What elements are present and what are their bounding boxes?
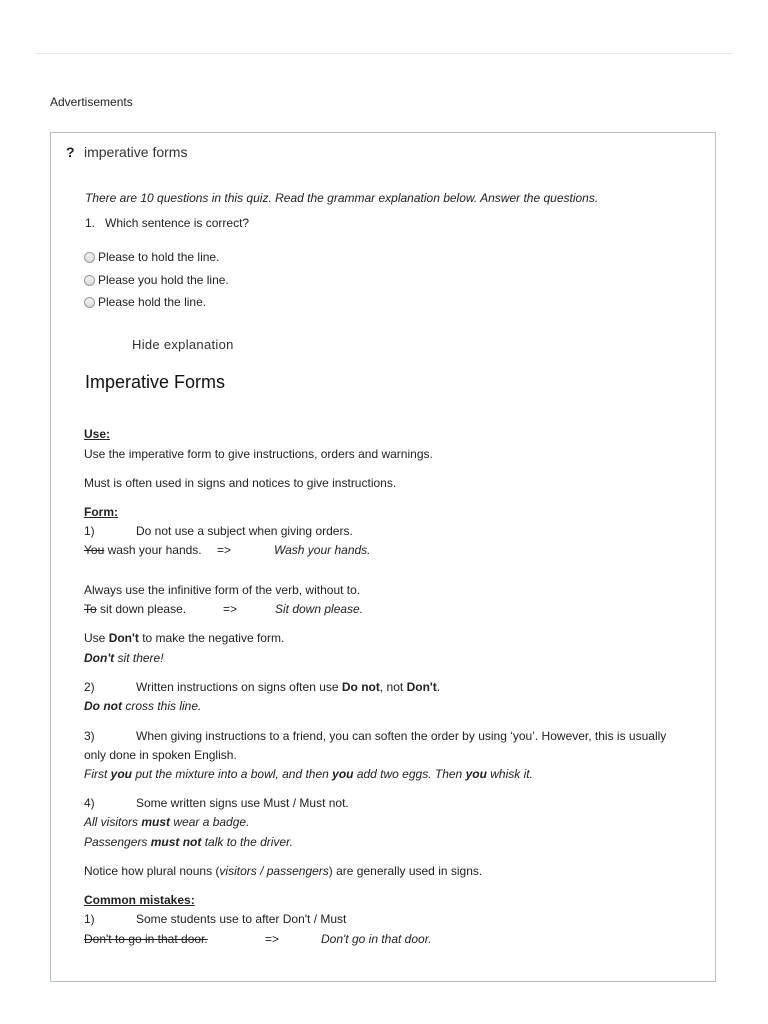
negative-form-text: Use Don't to make the negative form. xyxy=(84,631,285,645)
form-1-number: 1) xyxy=(84,524,95,538)
notice-text: Notice how plural nouns (visitors / passengers) are generally used in signs. xyxy=(84,864,483,878)
explanation-title: Imperative Forms xyxy=(85,372,226,392)
use-line-2: Must is often used in signs and notices to give instructions. xyxy=(84,476,397,490)
form-4-text: Some written signs use Must / Must not. xyxy=(136,796,349,810)
mistake-1-text: Some students use to after Don't / Must xyxy=(136,912,347,926)
radio-button[interactable] xyxy=(84,297,95,308)
form-4-number: 4) xyxy=(84,796,95,810)
form-3-line-1: When giving instructions to a friend, you can soften the order by using ‘you’. However, this is usually xyxy=(136,729,667,743)
question-text: Which sentence is correct? xyxy=(105,216,250,230)
quiz-title: imperative forms xyxy=(84,144,188,160)
infinitive-text: Always use the infinitive form of the verb, without to. xyxy=(84,583,361,597)
arrow: => xyxy=(217,543,232,557)
answer-option-3[interactable] xyxy=(84,295,206,309)
form-1-text: Do not use a subject when giving orders. xyxy=(136,524,353,538)
answer-label: Please hold the line. xyxy=(98,295,207,309)
question-number: 1. xyxy=(85,216,96,230)
infinitive-example xyxy=(84,602,186,616)
mistake-1-number: 1) xyxy=(84,912,95,926)
use-line-1: Use the imperative form to give instructions, orders and warnings. xyxy=(84,447,433,461)
negative-example: Don't sit there! xyxy=(84,651,164,665)
form-3-line-2: only done in spoken English. xyxy=(84,748,237,762)
answer-label: Please to hold the line. xyxy=(98,250,220,264)
example-rest: sit down please. xyxy=(96,602,187,616)
top-divider xyxy=(36,53,733,54)
form-4-example-1: All visitors must wear a badge. xyxy=(84,815,250,829)
common-mistakes-heading: Common mistakes: xyxy=(84,893,195,907)
question-mark-icon: ? xyxy=(66,144,75,160)
hide-explanation-button[interactable]: Hide explanation xyxy=(132,337,234,352)
form-3-example: First you put the mixture into a bowl, and then you add two eggs. Then you whisk it. xyxy=(84,767,533,781)
answer-option-1[interactable] xyxy=(84,250,219,264)
example-rest: wash your hands. xyxy=(104,543,202,557)
form-1-correct: Wash your hands. xyxy=(274,543,371,557)
radio-button[interactable] xyxy=(84,275,95,286)
form-2-text: Written instructions on signs often use Do not, not Don't. xyxy=(136,680,441,694)
answer-label: Please you hold the line. xyxy=(98,273,229,287)
struck-word: You xyxy=(84,543,105,557)
answer-option-2[interactable] xyxy=(84,273,229,287)
use-heading: Use: xyxy=(84,427,111,441)
advertisements-label: Advertisements xyxy=(50,95,133,109)
question-1 xyxy=(85,216,249,230)
form-heading: Form: xyxy=(84,505,118,519)
mistake-1-wrong: Don't to go in that door. xyxy=(84,932,208,946)
form-4-example-2: Passengers must not talk to the driver. xyxy=(84,835,293,849)
form-2-number: 2) xyxy=(84,680,95,694)
mistake-1-correct: Don't go in that door. xyxy=(321,932,432,946)
arrow: => xyxy=(265,932,280,946)
form-1-example xyxy=(84,543,202,557)
arrow: => xyxy=(223,602,238,616)
struck-word: To xyxy=(84,602,97,616)
form-2-example: Do not cross this line. xyxy=(84,699,202,713)
radio-button[interactable] xyxy=(84,252,95,263)
quiz-intro: There are 10 questions in this quiz. Read the grammar explanation below. Answer the questions. xyxy=(85,191,599,205)
infinitive-correct: Sit down please. xyxy=(275,602,364,616)
form-3-number: 3) xyxy=(84,729,95,743)
quiz-container xyxy=(50,132,716,982)
